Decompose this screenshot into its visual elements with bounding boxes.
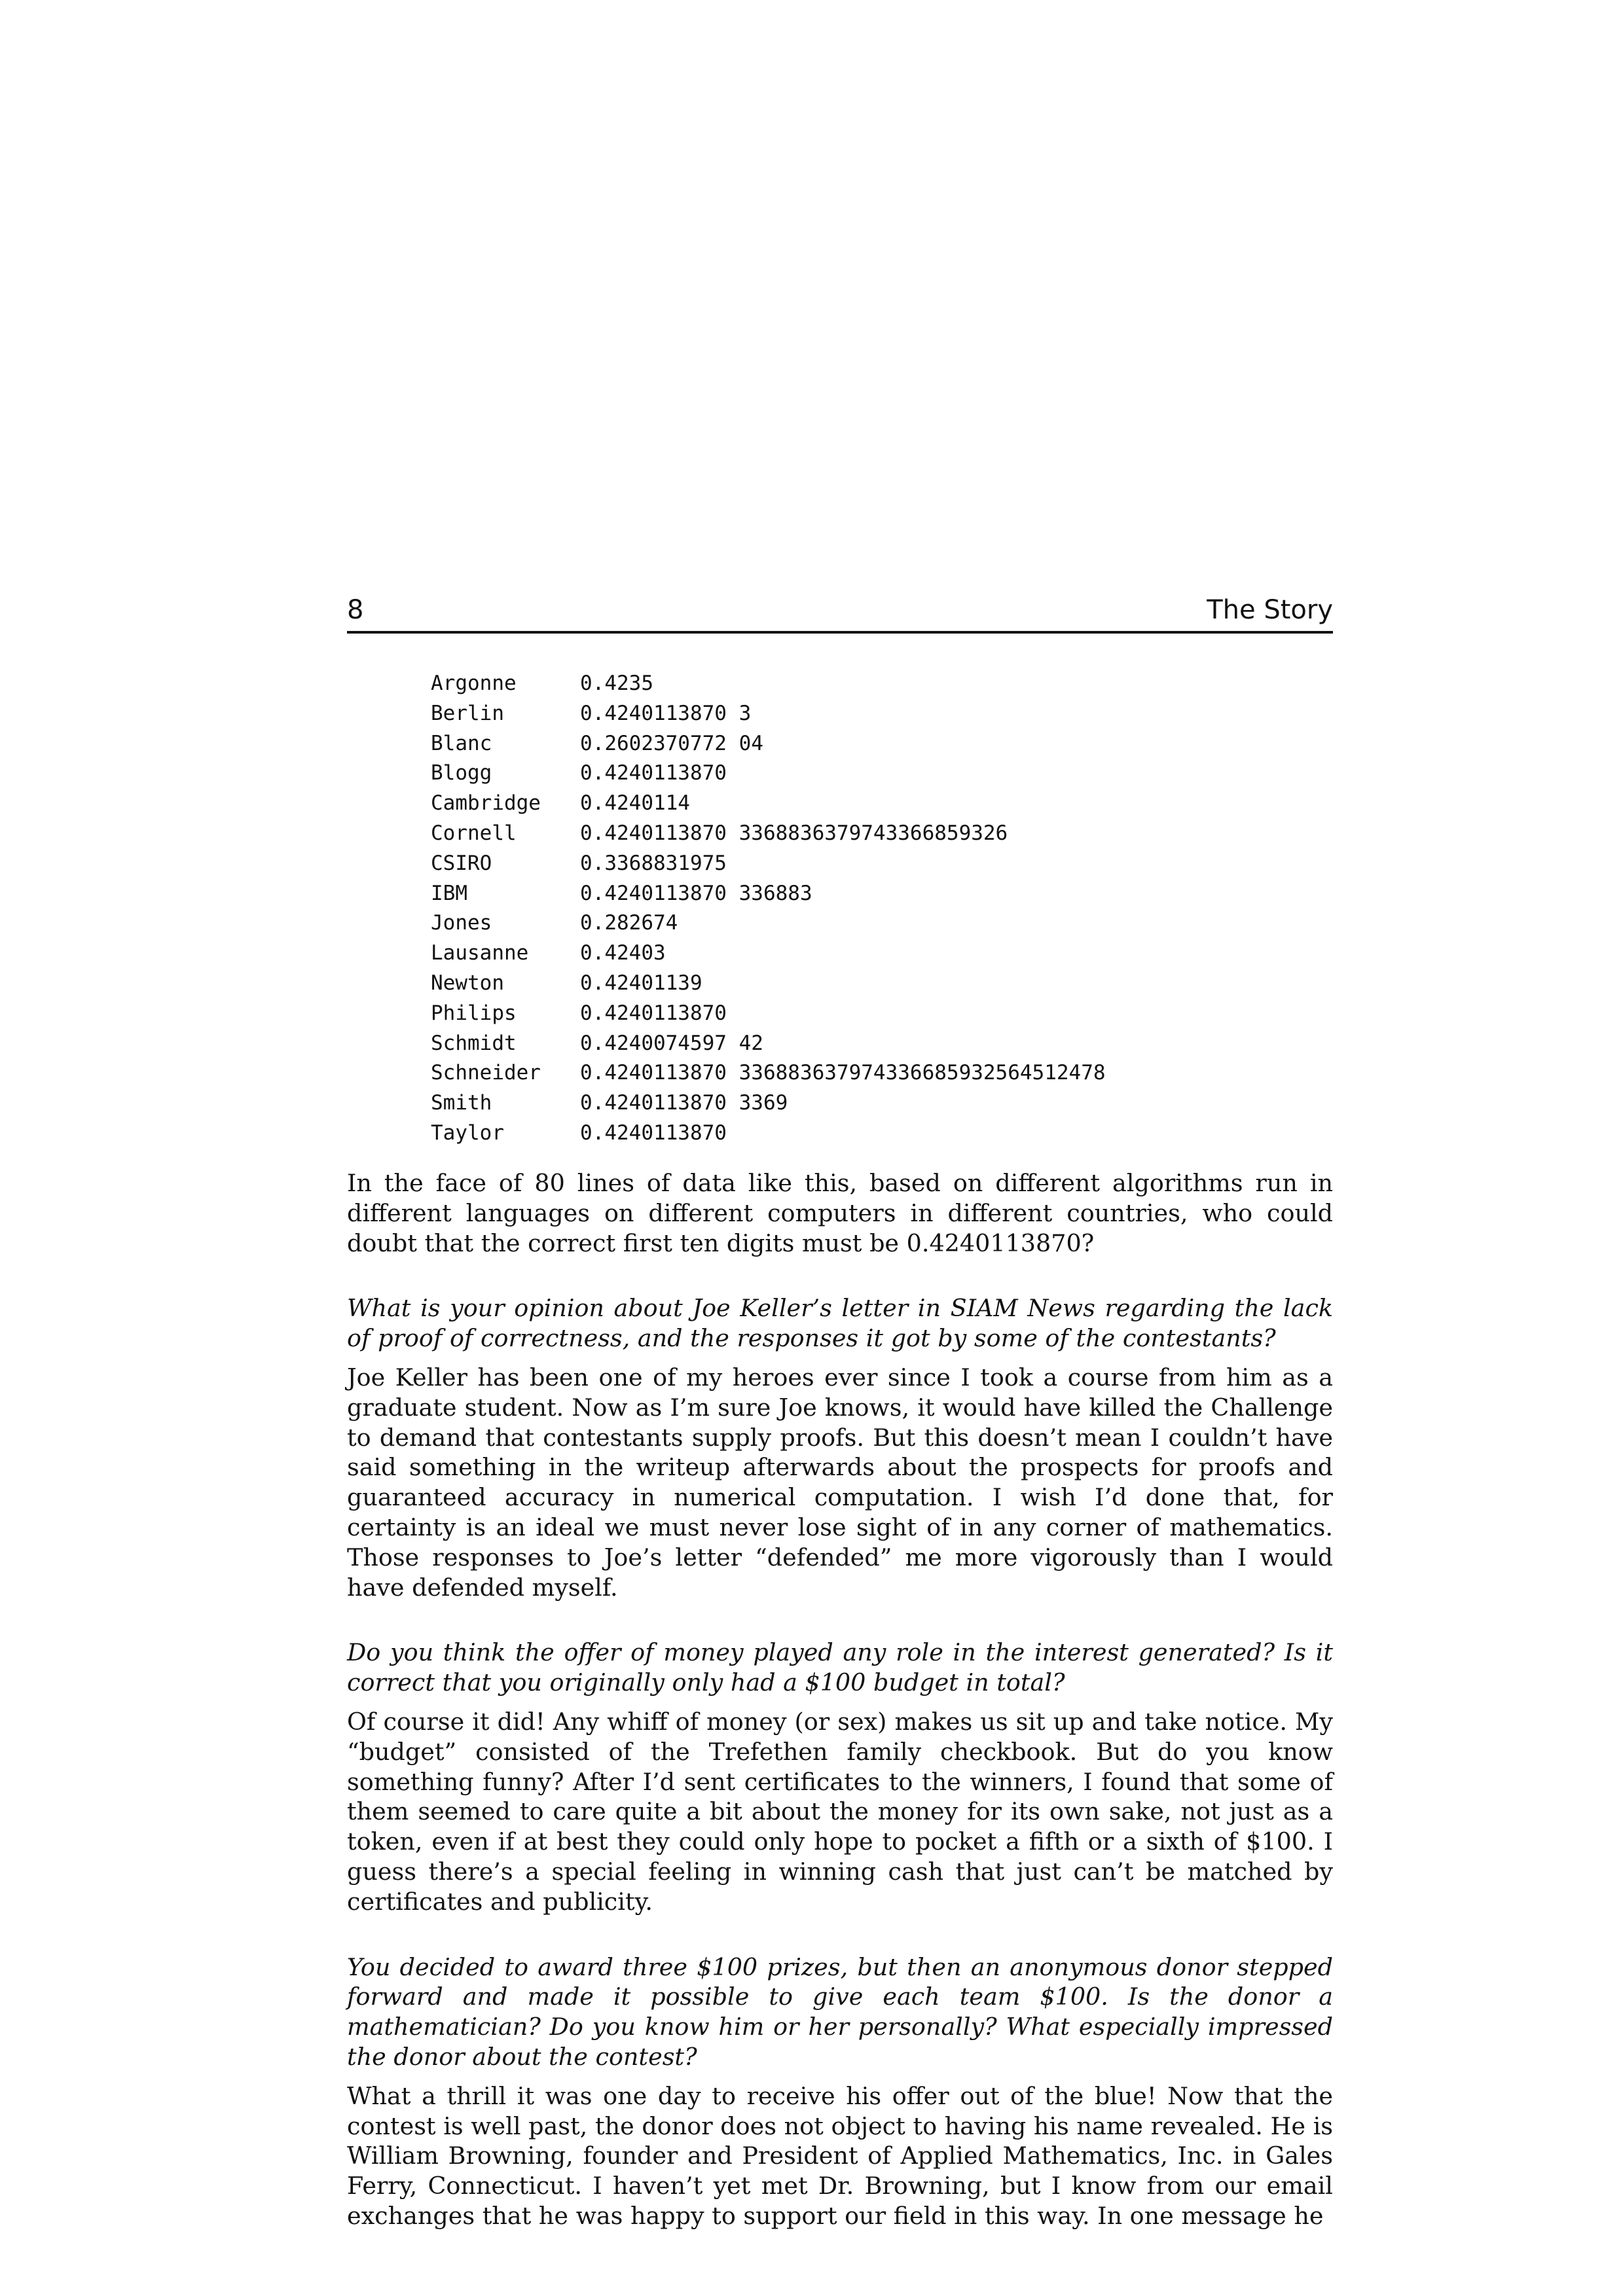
intro-paragraph: In the face of 80 lines of data like this, based on different algorithms run in different languages on different computers in different countries, who could doubt that the correct first ten digits must be 0.4240113870?	[347, 1169, 1333, 1257]
team-value: 0.4235	[580, 672, 653, 695]
team-value: 0.4240113870 336883	[580, 881, 812, 905]
table-row	[431, 1029, 1106, 1059]
team-value: 0.3368831975	[580, 851, 727, 875]
team-value: 0.42401139	[580, 971, 702, 995]
team-value: 0.4240113870 3369	[580, 1091, 788, 1115]
interview-answer-1: Joe Keller has been one of my heroes ever since I took a course from him as a graduate student. Now as I’m sure Joe knows, it would have killed the Challenge to demand that contestants supply proofs. But this doesn’t mean I couldn’t have said something in the writeup afterwards about the prospects for proofs and guaranteed accuracy in numerical computation. I wish I’d done that, for certainty is an ideal we must never lose sight of in any corner of mathematics. Those responses to Joe’s letter “defended” me more vigorously than I would have defended myself.	[347, 1363, 1333, 1602]
table-row	[431, 759, 1106, 789]
team-name: Philips	[431, 1001, 517, 1025]
page-number: 8	[347, 595, 364, 625]
team-value: 0.4240113870	[580, 761, 727, 785]
interview-question-2: Do you think the offer of money played any role in the interest generated? Is it correct that you originally only had a $100 budget in total?	[347, 1638, 1333, 1697]
team-value: 0.4240113870	[580, 1001, 727, 1025]
page-header	[347, 592, 1333, 634]
interview-question-3: You decided to award three $100 prizes, but then an anonymous donor stepped forward and made it possible to give each team $100. Is the donor a mathematician? Do you know him or her personally? What especially impressed the donor about the contest?	[347, 1952, 1333, 2071]
team-name: Taylor	[431, 1121, 504, 1145]
table-row	[431, 969, 1106, 999]
team-name: Jones	[431, 911, 492, 935]
team-name: Berlin	[431, 701, 504, 725]
team-name: Cambridge	[431, 791, 541, 816]
team-name: Blanc	[431, 731, 492, 755]
team-name: IBM	[431, 881, 467, 905]
table-row	[431, 789, 1106, 819]
team-value: 0.4240113870 3	[580, 701, 752, 725]
table-row	[431, 1119, 1106, 1149]
table-row	[431, 699, 1106, 729]
team-value: 0.4240113870 336883637974336685932564512478	[580, 1061, 1106, 1085]
team-value: 0.282674	[580, 911, 678, 935]
interview-answer-3: What a thrill it was one day to receive his offer out of the blue! Now that the contest is well past, the donor does not object to having his name revealed. He is William Browning, founder and President of Applied Mathematics, Inc. in Gales Ferry, Connecticut. I haven’t yet met Dr. Browning, but I know from our email exchanges that he was happy to support our field in this way. In one message he	[347, 2081, 1333, 2230]
table-row	[431, 729, 1106, 759]
team-value: 0.2602370772 04	[580, 731, 763, 755]
team-name: Lausanne	[431, 941, 529, 965]
team-value: 0.4240113870	[580, 1121, 727, 1145]
team-name: Newton	[431, 971, 504, 995]
table-row	[431, 1058, 1106, 1088]
team-value: 0.4240114	[580, 791, 690, 816]
team-value: 0.42403	[580, 941, 666, 965]
team-value: 0.4240074597 42	[580, 1031, 763, 1055]
body-text	[347, 1168, 1333, 2267]
table-row	[431, 1088, 1106, 1119]
team-name: Argonne	[431, 672, 517, 695]
table-row	[431, 999, 1106, 1029]
team-name: CSIRO	[431, 851, 492, 875]
interview-question-1: What is your opinion about Joe Keller’s letter in SIAM News regarding the lack of proof of correctness, and the responses it got by some of the contestants?	[347, 1294, 1333, 1353]
running-head: The Story	[1207, 595, 1333, 625]
team-name: Cornell	[431, 821, 517, 845]
team-name: Smith	[431, 1091, 492, 1115]
table-row	[431, 819, 1106, 849]
table-row	[431, 908, 1106, 939]
team-name: Schneider	[431, 1061, 541, 1085]
results-table	[431, 669, 1106, 1149]
interview-answer-2: Of course it did! Any whiff of money (or sex) makes us sit up and take notice. My “budget” consisted of the Trefethen family checkbook. But do you know something funny? After I’d sent certificates to the winners, I found that some of them seemed to care quite a bit about the money for its own sake, not just as a token, even if at best they could only hope to pocket a fifth or a sixth of $100. I guess there’s a special feeling in winning cash that just can’t be matched by certificates and publicity.	[347, 1707, 1333, 1916]
table-row	[431, 939, 1106, 969]
team-name: Schmidt	[431, 1031, 517, 1055]
table-row	[431, 849, 1106, 879]
table-row	[431, 669, 1106, 699]
team-name: Blogg	[431, 761, 492, 785]
team-value: 0.4240113870 3368836379743366859326	[580, 821, 1008, 845]
table-row	[431, 879, 1106, 909]
